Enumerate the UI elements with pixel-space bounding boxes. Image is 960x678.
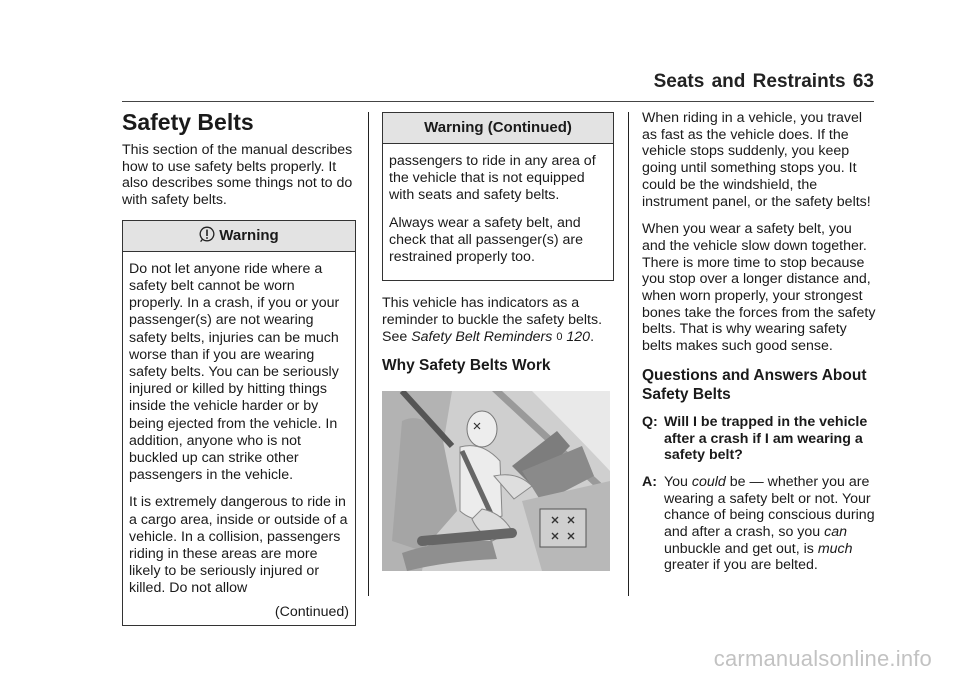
question-text: Will I be trapped in the vehicle after a crash if I am wearing a safety belt? [664,413,868,464]
answer-be: be — whether you are wearing a safety belt or not. Your chance of being conscious during and after a crash, so you [664,473,875,541]
column-divider-1 [368,112,369,596]
answer-item [642,474,877,574]
indicators-text: This vehicle has indicators as a reminder to buckle the safety belts. See [382,295,603,345]
warning-body [123,252,355,625]
warning-icon [199,226,215,242]
indicators-paragraph: This vehicle has indicators as a reminder to buckle the safety belts. See Safety Belt Reminders 0 120. [382,295,603,345]
question-item [642,414,877,464]
safety-belt-reminders-link[interactable]: Safety Belt Reminders [411,328,553,345]
section-heading: Safety Belts [122,109,254,135]
warning-paragraph-2: It is extremely dangerous to ride in a cargo area, inside or outside of a vehicle. In a collision, passengers riding in these areas are more likely to be seriously injured or killed. Do not allow [129,494,348,597]
column-3 [642,110,877,584]
crash-test-illustration [382,391,610,571]
warning-header [123,221,355,252]
column-2 [382,112,614,571]
qa-heading: Questions and Answers About Safety Belts [642,366,867,403]
warning-paragraph-1: Do not let anyone ride where a safety belt cannot be worn properly. In a crash, if you or your passenger(s) are not wearing safety belts, injuries can be much worse than if you are wearing safety belts. You can be seriously injured or killed by hitting things inside the vehicle harder or by being ejected from the vehicle. In addition, anyone who is not buckled up can strike other passengers in the vehicle. [129,260,340,484]
why-heading: Why Safety Belts Work [382,357,551,375]
warning-continued-body [383,144,613,280]
warning-continued-paragraph-1: passengers to ride in any area of the vehicle that is not equipped with seats and safety belts. [389,153,596,204]
warning-continued-header: Warning (Continued) [383,113,613,144]
answer-you: You [664,473,688,490]
answer-much: much [817,540,853,557]
page-reference-number[interactable]: 120 [566,328,591,345]
warning-continued-paragraph-2: Always wear a safety belt, and check that all passenger(s) are restrained properly too. [389,214,583,266]
answer-could: could [691,473,726,490]
answer-label: A: [642,473,657,490]
travel-paragraph: When riding in a vehicle, you travel as fast as the vehicle does. If the vehicle stops suddenly, you keep going until something stops you. It could be the windshield, the instrument panel, or the safety belts! [642,110,871,210]
warning-continued-box [382,112,614,281]
column-1 [122,108,356,626]
warning-title: Warning [219,226,279,244]
slow-down-paragraph: When you wear a safety belt, you and the vehicle slow down together. There is more time to stop because you stop over a longer distance and, when worn properly, your strongest bones take the forces from the safety belts. That is why wearing safety belts makes such good sense. [642,221,876,355]
warning-box [122,220,356,626]
answer-text [664,474,877,574]
question-label: Q: [642,413,658,430]
watermark-text: carmanualsonline.info [713,646,932,671]
intro-paragraph: This section of the manual describes how to use safety belts properly. It also describes some things not to do with safety belts. [122,142,353,209]
answer-rest: unbuckle and get out, is [664,540,814,557]
answer-end: greater if you are belted. [664,557,818,574]
crash-dummy-image [382,391,610,571]
header-title: Seats and Restraints 63 [653,71,874,92]
page-header [122,71,874,99]
column-divider-2 [628,112,629,596]
header-rule [122,101,874,102]
page-reference-icon: 0 [556,330,563,343]
answer-can: can [824,524,847,541]
continued-label: (Continued) [274,603,349,620]
